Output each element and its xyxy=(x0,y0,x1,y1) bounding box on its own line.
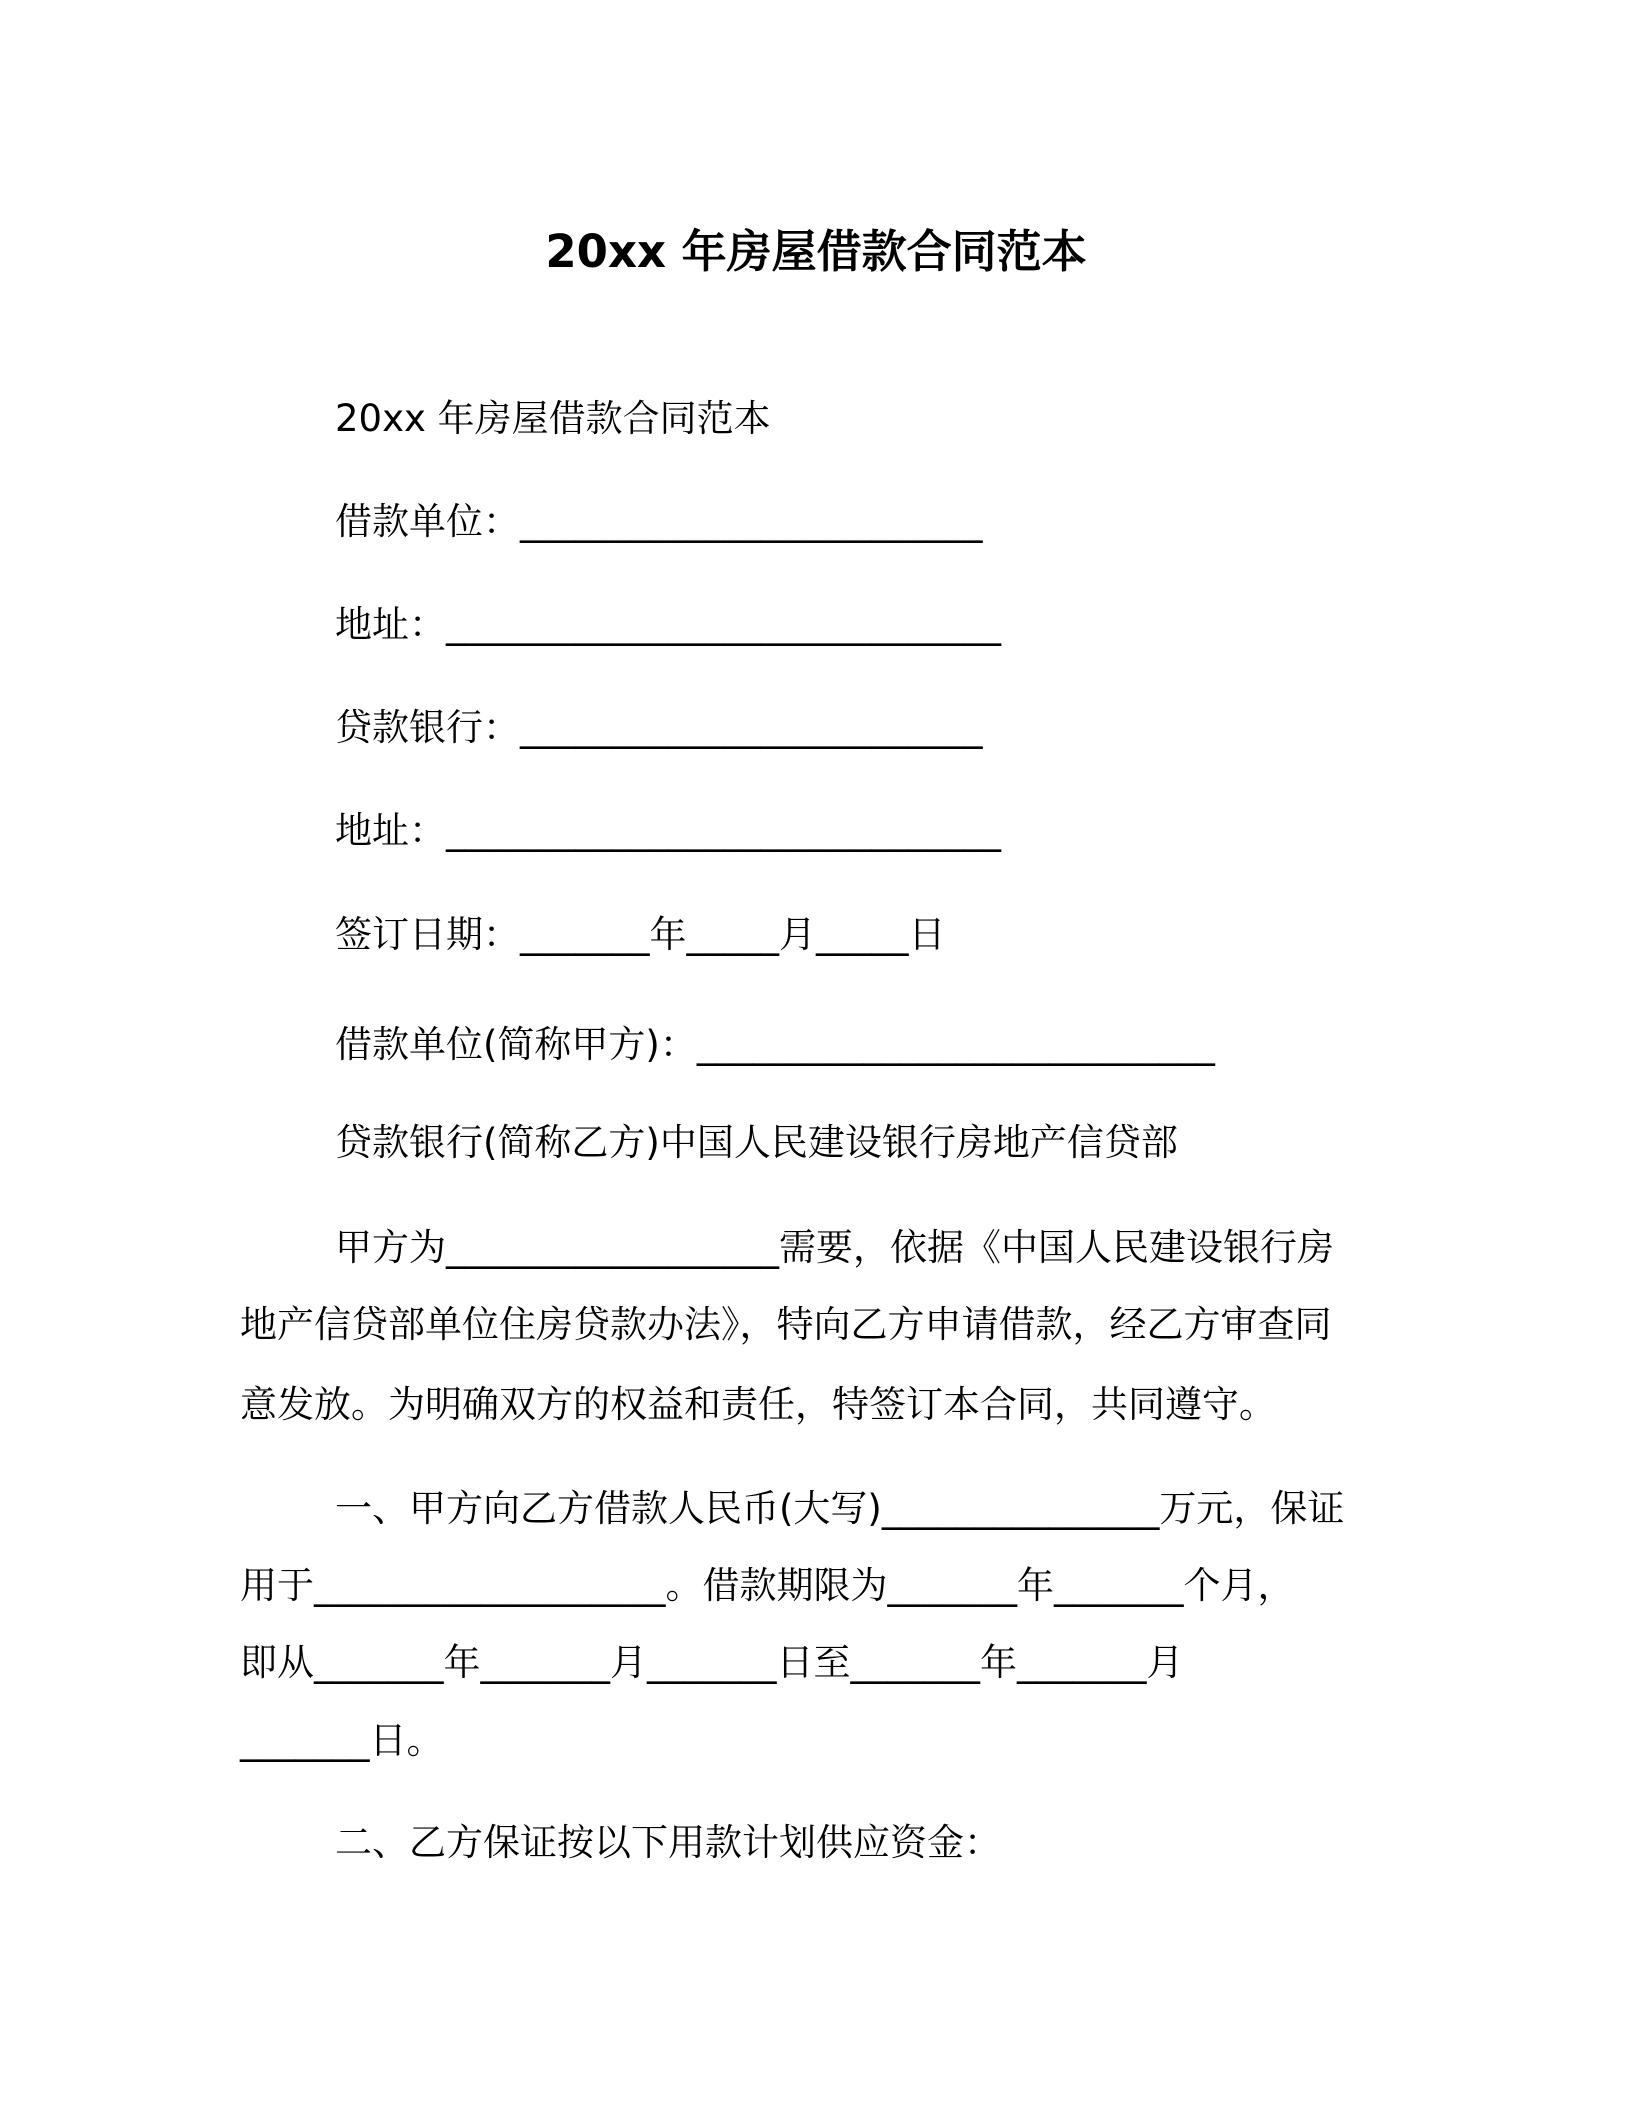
subtitle-line: 20xx 年房屋借款合同范本 xyxy=(335,397,771,440)
preamble-line-3: 意发放。为明确双方的权益和责任，特签订本合同，共同遵守。 xyxy=(240,1383,1276,1426)
clause-1-line-1: 一、甲方向乙方借款人民币(大写)_______________万元，保证 xyxy=(335,1487,1345,1530)
lender-bank-field: 贷款银行：_________________________ xyxy=(335,706,983,749)
clause-2-line-1: 二、乙方保证按以下用款计划供应资金： xyxy=(335,1821,1001,1864)
party-a-field: 借款单位(简称甲方)：____________________________ xyxy=(335,1023,1215,1066)
clause-1-line-2: 用于___________________。借款期限为_______年_______个月， xyxy=(240,1564,1295,1607)
preamble-line-2: 地产信贷部单位住房贷款办法》，特向乙方申请借款，经乙方审查同 xyxy=(240,1303,1332,1346)
clause-1-line-3: 即从_______年_______月_______日至_______年_______月 xyxy=(240,1641,1184,1684)
document-title: 20xx 年房屋借款合同范本 xyxy=(545,225,1087,278)
party-b-line: 贷款银行(简称乙方)中国人民建设银行房地产信贷部 xyxy=(335,1121,1178,1164)
borrower-field: 借款单位：_________________________ xyxy=(335,500,983,543)
lender-address-field: 地址：______________________________ xyxy=(335,809,1001,852)
clause-1-line-4: _______日。 xyxy=(240,1719,444,1762)
borrower-address-field: 地址：______________________________ xyxy=(335,603,1001,646)
signing-date-field: 签订日期：_______年_____月_____日 xyxy=(335,913,946,956)
preamble-line-1: 甲方为__________________需要，依据《中国人民建设银行房 xyxy=(335,1226,1334,1269)
